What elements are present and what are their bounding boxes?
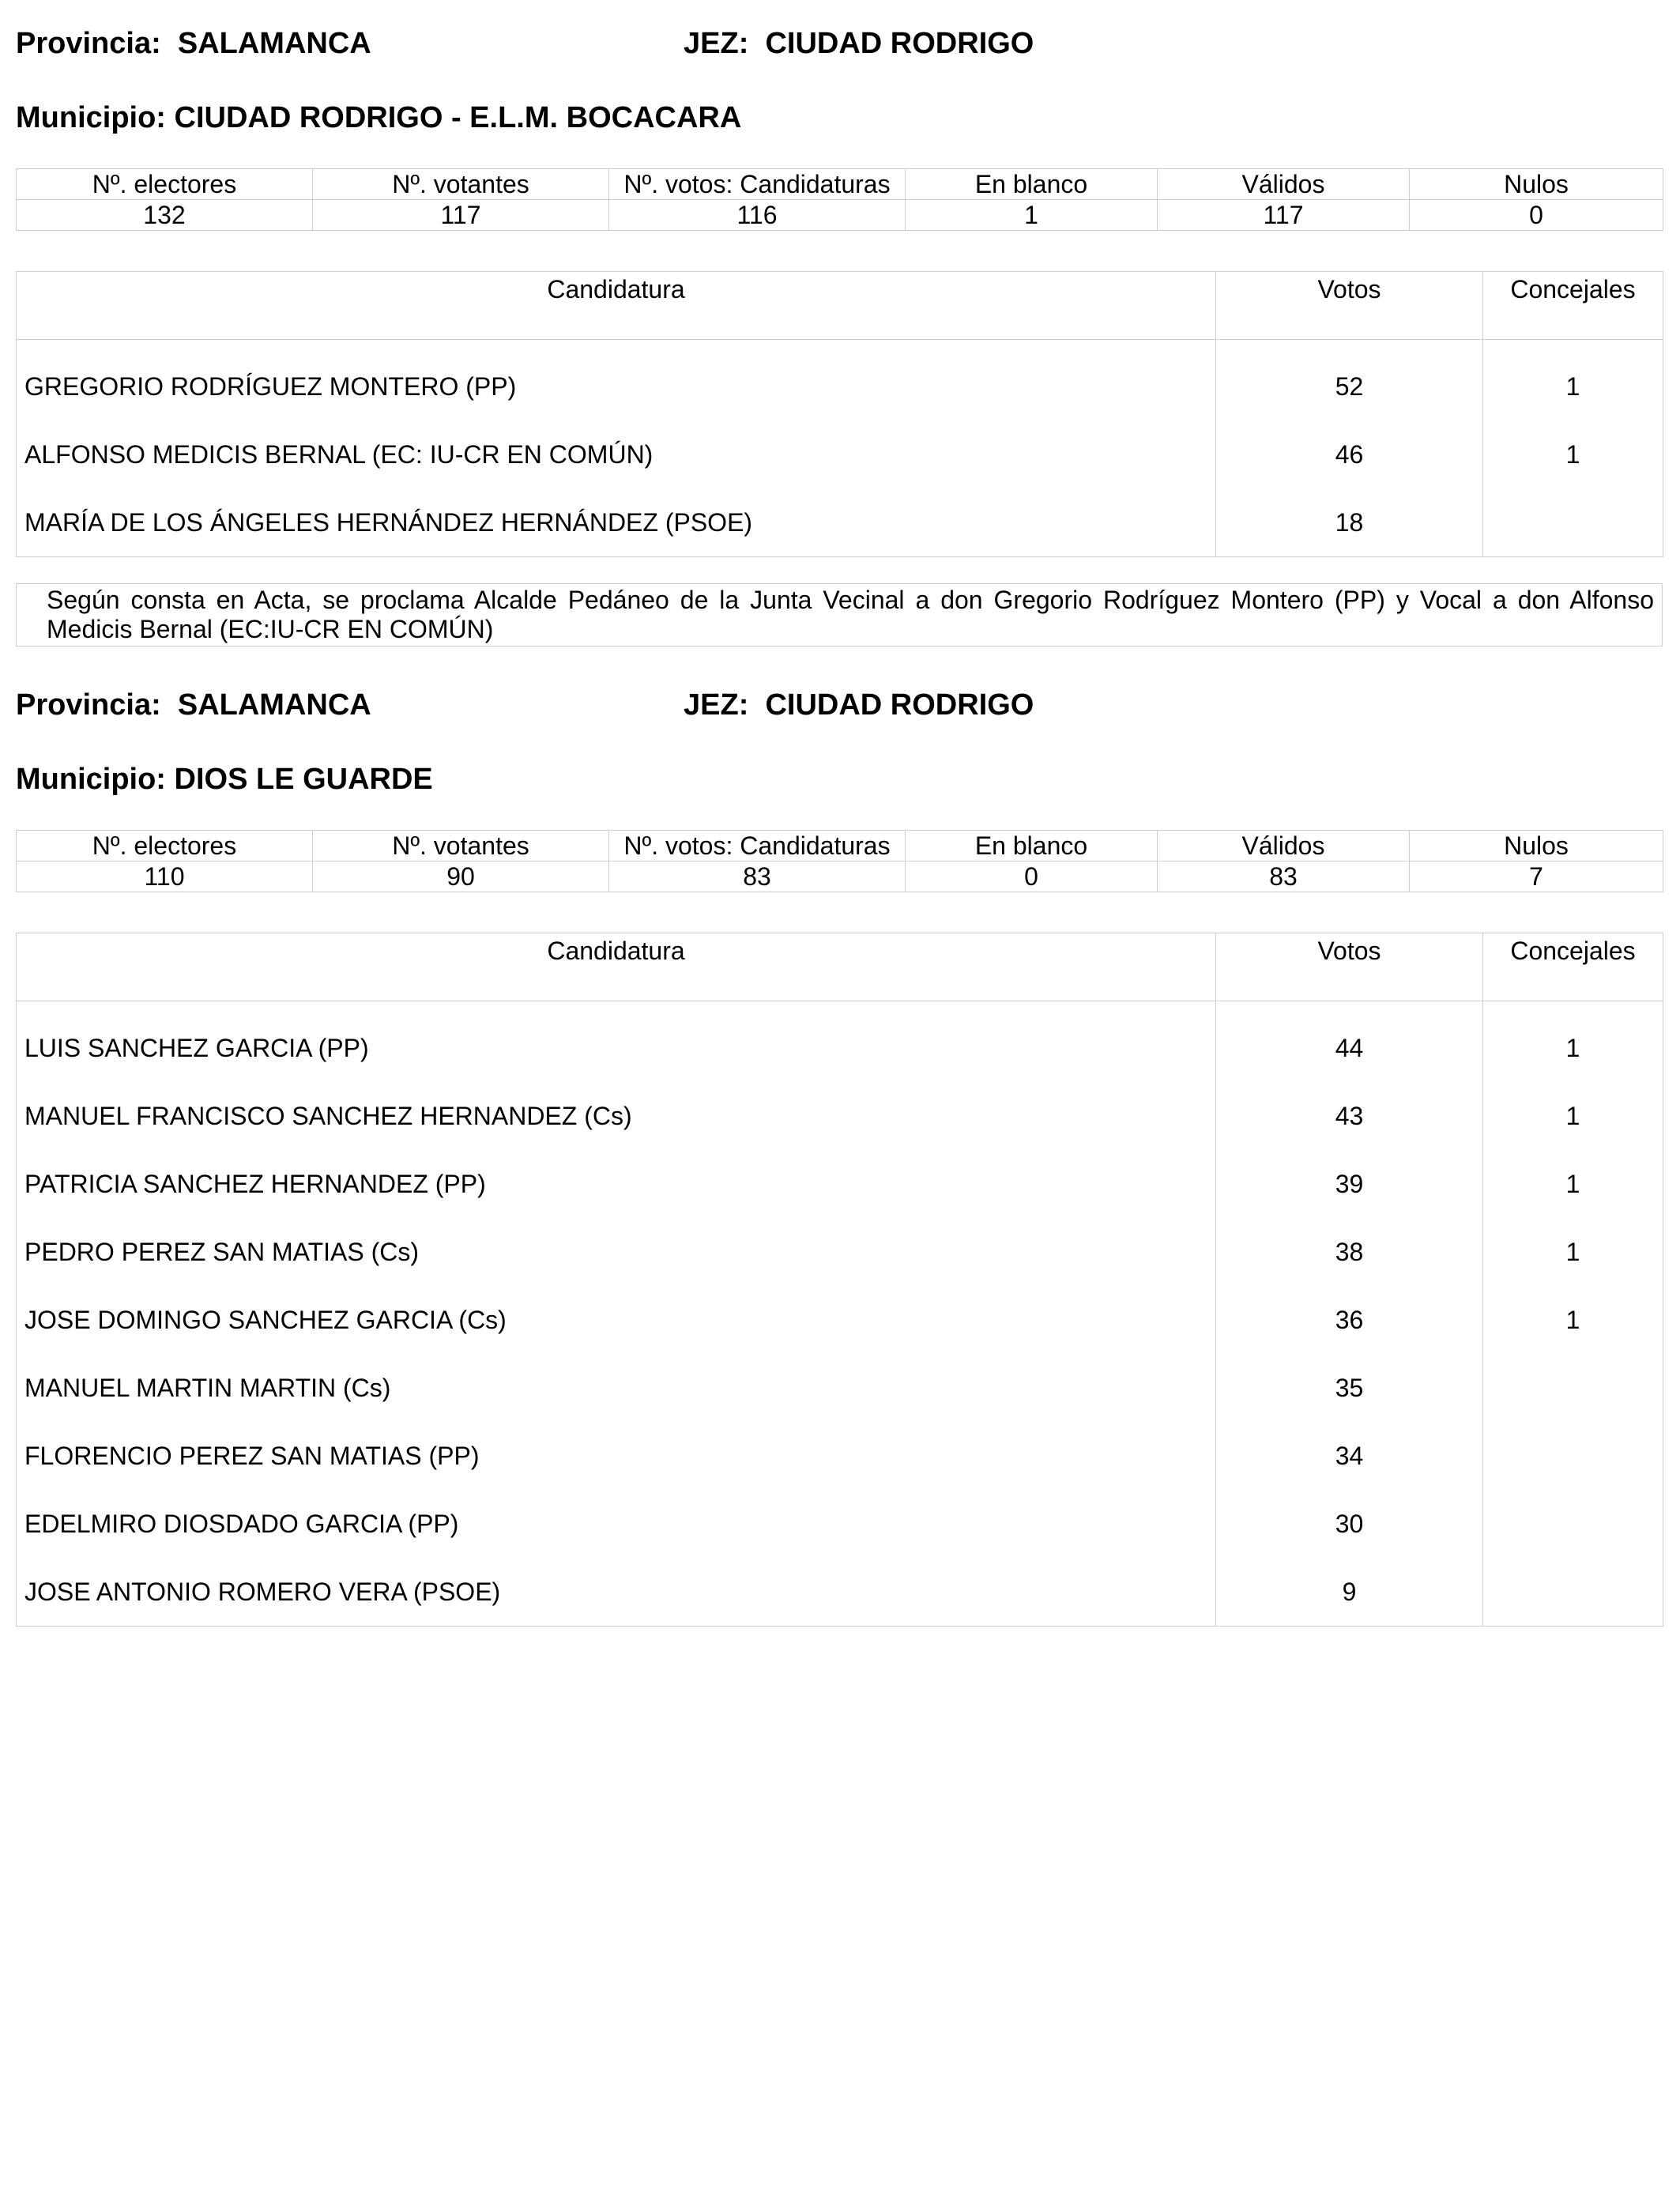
summary-value: 90 [313, 861, 609, 892]
summary-header: Nº. votantes [313, 169, 609, 200]
summary-value: 116 [609, 200, 906, 231]
summary-header: Nulos [1410, 831, 1663, 861]
summary-header: En blanco [906, 831, 1158, 861]
candidates-header-row [17, 933, 1663, 1001]
candidate-seats: 1 [1483, 1286, 1663, 1354]
summary-header: Nº. votos: Candidaturas [609, 831, 906, 861]
jez-label: JEZ: [684, 688, 749, 722]
municipio-label: Municipio: [16, 763, 166, 796]
section-dios-le-guarde [16, 681, 1663, 1630]
candidatura-header: Candidatura [17, 272, 1216, 340]
candidate-name: FLORENCIO PEREZ SAN MATIAS (PP) [17, 1422, 1216, 1490]
candidate-name: LUIS SANCHEZ GARCIA (PP) [17, 1001, 1216, 1083]
summary-header: Nº. electores [17, 831, 313, 861]
candidate-name: PEDRO PEREZ SAN MATIAS (Cs) [17, 1218, 1216, 1286]
summary-header: Nº. votantes [313, 831, 609, 861]
summary-table [16, 168, 1663, 231]
candidate-name: ALFONSO MEDICIS BERNAL (EC: IU-CR EN COMÚN) [17, 420, 1216, 488]
summary-header: Nulos [1410, 169, 1663, 200]
municipio-value: CIUDAD RODRIGO - E.L.M. BOCACARA [174, 101, 742, 134]
provincia-label: Provincia: [16, 27, 161, 60]
table-row [17, 1422, 1663, 1490]
candidate-seats: 1 [1483, 1001, 1663, 1083]
candidate-votes: 35 [1216, 1354, 1483, 1422]
candidates-table [16, 933, 1663, 1627]
municipio-value: DIOS LE GUARDE [174, 763, 433, 796]
table-row [17, 1001, 1663, 1083]
table-row [17, 340, 1663, 421]
candidate-name: MARÍA DE LOS ÁNGELES HERNÁNDEZ HERNÁNDEZ (PSOE) [17, 488, 1216, 557]
table-row [17, 488, 1663, 557]
table-row [17, 1082, 1663, 1150]
candidatura-header: Candidatura [17, 933, 1216, 1001]
candidate-seats: 1 [1483, 1218, 1663, 1286]
candidate-name: MANUEL MARTIN MARTIN (Cs) [17, 1354, 1216, 1422]
candidate-name: JOSE DOMINGO SANCHEZ GARCIA (Cs) [17, 1286, 1216, 1354]
summary-value: 0 [906, 861, 1158, 892]
summary-value: 83 [609, 861, 906, 892]
summary-header-row [17, 831, 1663, 861]
candidate-votes: 46 [1216, 420, 1483, 488]
provincia-line [16, 681, 371, 729]
jez-value: CIUDAD RODRIGO [765, 688, 1034, 722]
summary-header: Nº. votos: Candidaturas [609, 169, 906, 200]
summary-header: Válidos [1158, 831, 1410, 861]
candidate-votes: 9 [1216, 1558, 1483, 1627]
candidate-votes: 39 [1216, 1150, 1483, 1218]
candidate-votes: 52 [1216, 340, 1483, 421]
summary-header: En blanco [906, 169, 1158, 200]
candidate-votes: 36 [1216, 1286, 1483, 1354]
municipio-title [16, 756, 433, 803]
summary-value: 1 [906, 200, 1158, 231]
candidate-votes: 34 [1216, 1422, 1483, 1490]
concejales-header: Concejales [1483, 272, 1663, 340]
summary-table [16, 830, 1663, 892]
summary-value: 0 [1410, 200, 1663, 231]
summary-value: 117 [1158, 200, 1410, 231]
provincia-line [16, 20, 371, 67]
candidate-name: JOSE ANTONIO ROMERO VERA (PSOE) [17, 1558, 1216, 1627]
candidate-seats [1483, 1558, 1663, 1627]
summary-header: Nº. electores [17, 169, 313, 200]
concejales-header: Concejales [1483, 933, 1663, 1001]
summary-value: 117 [313, 200, 609, 231]
summary-header: Válidos [1158, 169, 1410, 200]
candidate-votes: 38 [1216, 1218, 1483, 1286]
summary-value: 83 [1158, 861, 1410, 892]
jez-label: JEZ: [684, 27, 749, 60]
table-row [17, 420, 1663, 488]
table-row [17, 1354, 1663, 1422]
summary-value: 132 [17, 200, 313, 231]
candidate-votes: 18 [1216, 488, 1483, 557]
provincia-label: Provincia: [16, 688, 161, 722]
candidate-seats: 1 [1483, 420, 1663, 488]
jez-value: CIUDAD RODRIGO [765, 27, 1034, 60]
candidate-votes: 44 [1216, 1001, 1483, 1083]
candidates-table [16, 271, 1663, 557]
candidate-seats [1483, 1490, 1663, 1558]
candidates-header-row [17, 272, 1663, 340]
votos-header: Votos [1216, 933, 1483, 1001]
jez-line [684, 20, 1034, 67]
provincia-value: SALAMANCA [177, 688, 371, 722]
candidate-name: PATRICIA SANCHEZ HERNANDEZ (PP) [17, 1150, 1216, 1218]
table-row [17, 1286, 1663, 1354]
table-row [17, 1218, 1663, 1286]
votos-header: Votos [1216, 272, 1483, 340]
table-row [17, 1150, 1663, 1218]
candidate-votes: 30 [1216, 1490, 1483, 1558]
jez-line [684, 681, 1034, 729]
candidate-seats [1483, 488, 1663, 557]
section-bocacara [16, 20, 1663, 652]
municipio-title [16, 94, 741, 141]
summary-value: 110 [17, 861, 313, 892]
summary-value: 7 [1410, 861, 1663, 892]
candidate-name: GREGORIO RODRÍGUEZ MONTERO (PP) [17, 340, 1216, 421]
candidate-votes: 43 [1216, 1082, 1483, 1150]
provincia-value: SALAMANCA [177, 27, 371, 60]
proclamation-note: Según consta en Acta, se proclama Alcalde Pedáneo de la Junta Vecinal a don Gregorio Rodríguez Montero (PP) y Vocal a don Alfonso Medicis Bernal (EC:IU-CR EN COMÚN) [16, 583, 1663, 647]
table-row [17, 1490, 1663, 1558]
table-row [17, 1558, 1663, 1627]
candidate-seats: 1 [1483, 340, 1663, 421]
summary-value-row [17, 200, 1663, 231]
candidate-seats: 1 [1483, 1150, 1663, 1218]
candidate-name: EDELMIRO DIOSDADO GARCIA (PP) [17, 1490, 1216, 1558]
candidate-name: MANUEL FRANCISCO SANCHEZ HERNANDEZ (Cs) [17, 1082, 1216, 1150]
candidate-seats [1483, 1354, 1663, 1422]
summary-value-row [17, 861, 1663, 892]
summary-header-row [17, 169, 1663, 200]
municipio-label: Municipio: [16, 101, 166, 134]
candidate-seats [1483, 1422, 1663, 1490]
candidate-seats: 1 [1483, 1082, 1663, 1150]
